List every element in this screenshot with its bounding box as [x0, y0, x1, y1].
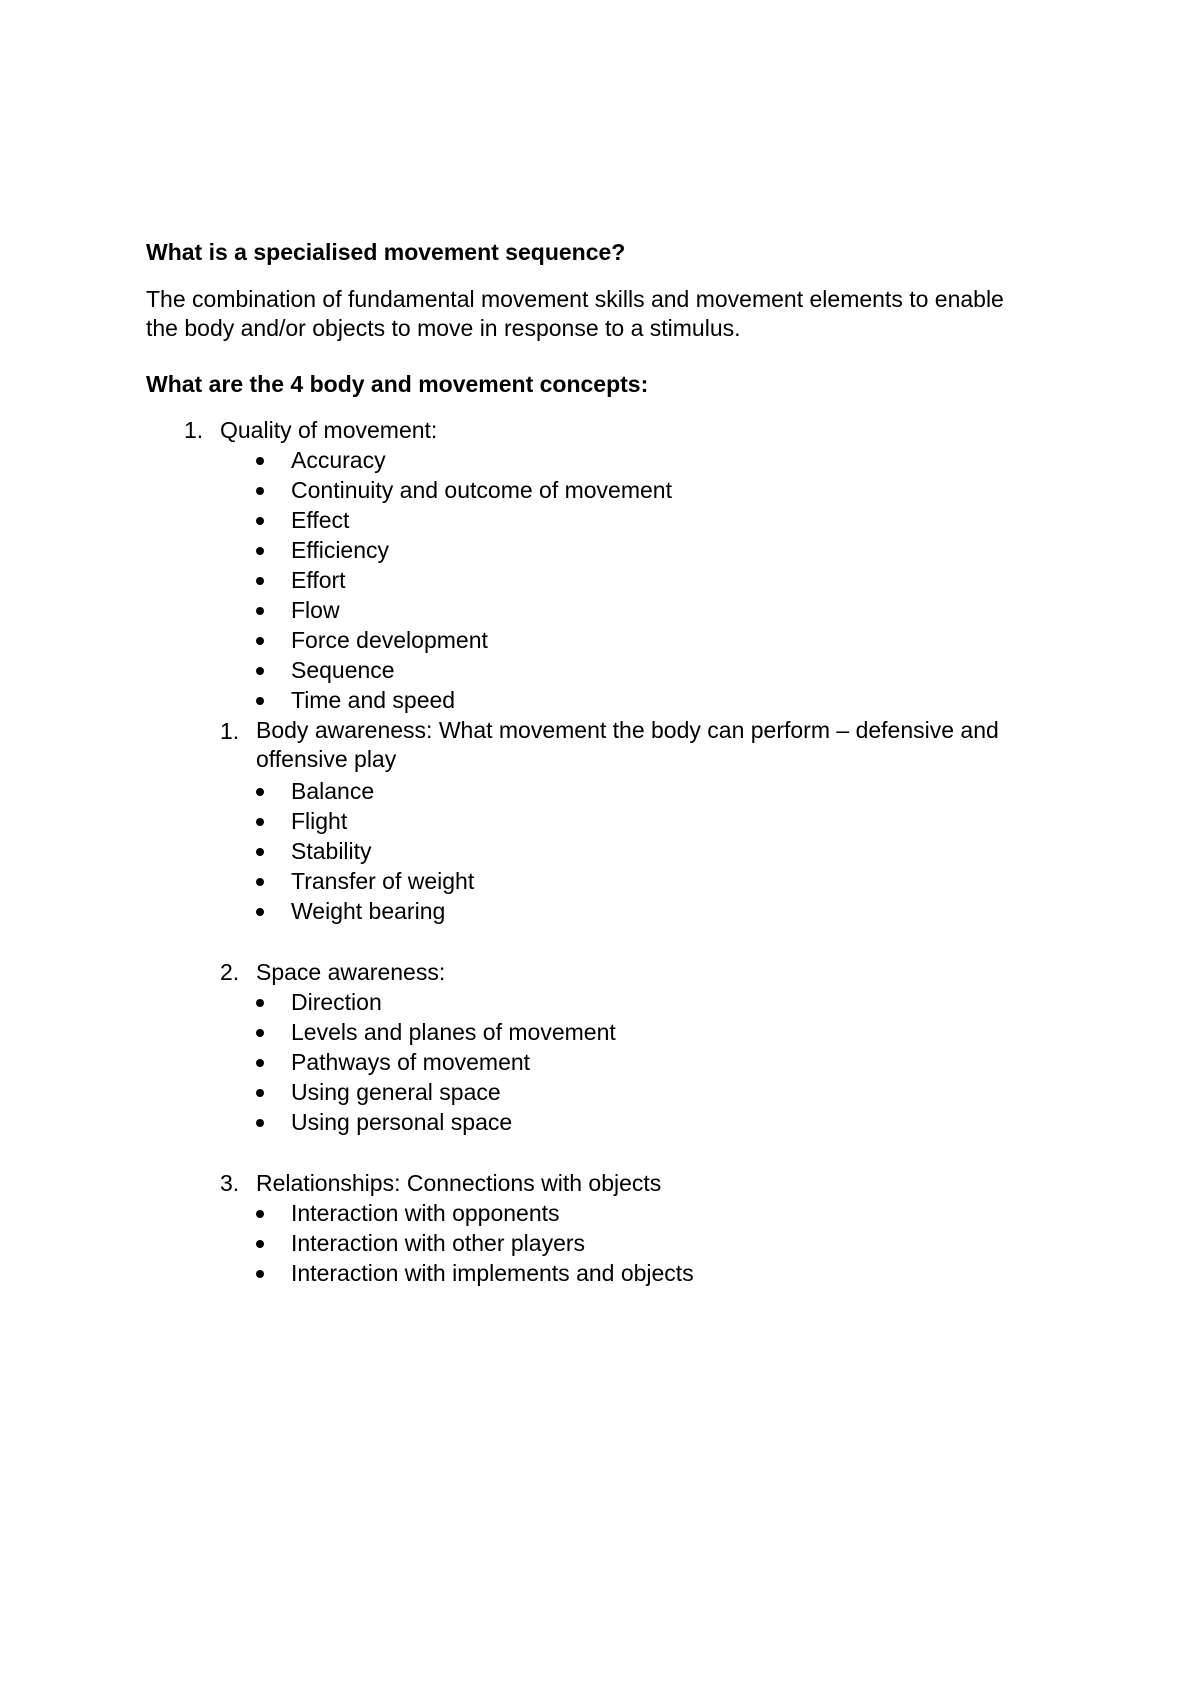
bullet-icon [256, 1210, 264, 1218]
bullet-icon [256, 1240, 264, 1248]
bullet-icon [256, 818, 264, 826]
heading-body-movement-concepts: What are the 4 body and movement concepts: [146, 371, 649, 397]
concept-label-space-awareness: Space awareness: [256, 959, 446, 985]
bullet-icon [256, 1029, 264, 1037]
bullet-icon [256, 457, 264, 465]
list-number: 2. [220, 959, 240, 985]
list-number: 1. [184, 417, 204, 443]
bullet-icon [256, 547, 264, 555]
bullet-icon [256, 1089, 264, 1097]
bullet-icon [256, 517, 264, 525]
bullet-icon [256, 667, 264, 675]
bullet-icon [256, 607, 264, 615]
bullet-icon [256, 697, 264, 705]
list-number: 3. [220, 1170, 240, 1196]
concept-label-relationships: Relationships: Connections with objects [256, 1170, 662, 1196]
heading-specialised-movement: What is a specialised movement sequence? [146, 239, 626, 265]
list-number: 1. [220, 718, 240, 744]
concept-label-quality: Quality of movement: [220, 417, 438, 443]
bullet-icon [256, 908, 264, 916]
definition-paragraph [146, 285, 1066, 343]
concept-label-body-awareness: Body awareness: What movement the body can perform – defensive and offensive play [256, 717, 999, 772]
paragraph-line: The combination of fundamental movement skills and movement elements to enable [146, 286, 1004, 312]
paragraph-line: the body and/or objects to move in response to a stimulus. [146, 315, 741, 341]
document-page: What is a specialised movement sequence? The combination of fundamental movement skills and movement elements to enable the body and/or objects to move in response to a stimulus. What are the 4 body and movement concepts: 1. Quality of movement: Accuracy Continuity and outcome of movement Effect Efficiency Effort Flow Force development Sequence Time and speed 1. Body awareness: What movement the body can perform – defensive and offensive play Balance Flight Stability Transfer of weight Weight bearing 2. Space awareness: Direction Levels and planes of movement Pathways of movement Using general space Using personal space 3. Relationships: Connections with objects Interaction with opponents Interaction with other players Interaction with implements and objects [0, 0, 1200, 1696]
bullet-icon [256, 848, 264, 856]
bullet-icon [256, 1270, 264, 1278]
bullet-icon [256, 878, 264, 886]
bullet-icon [256, 999, 264, 1007]
bullet-icon [256, 1059, 264, 1067]
bullet-icon [256, 637, 264, 645]
bullet-icon [256, 487, 264, 495]
bullet-icon [256, 577, 264, 585]
bullet-icon [256, 1119, 264, 1127]
bullet-icon [256, 788, 264, 796]
